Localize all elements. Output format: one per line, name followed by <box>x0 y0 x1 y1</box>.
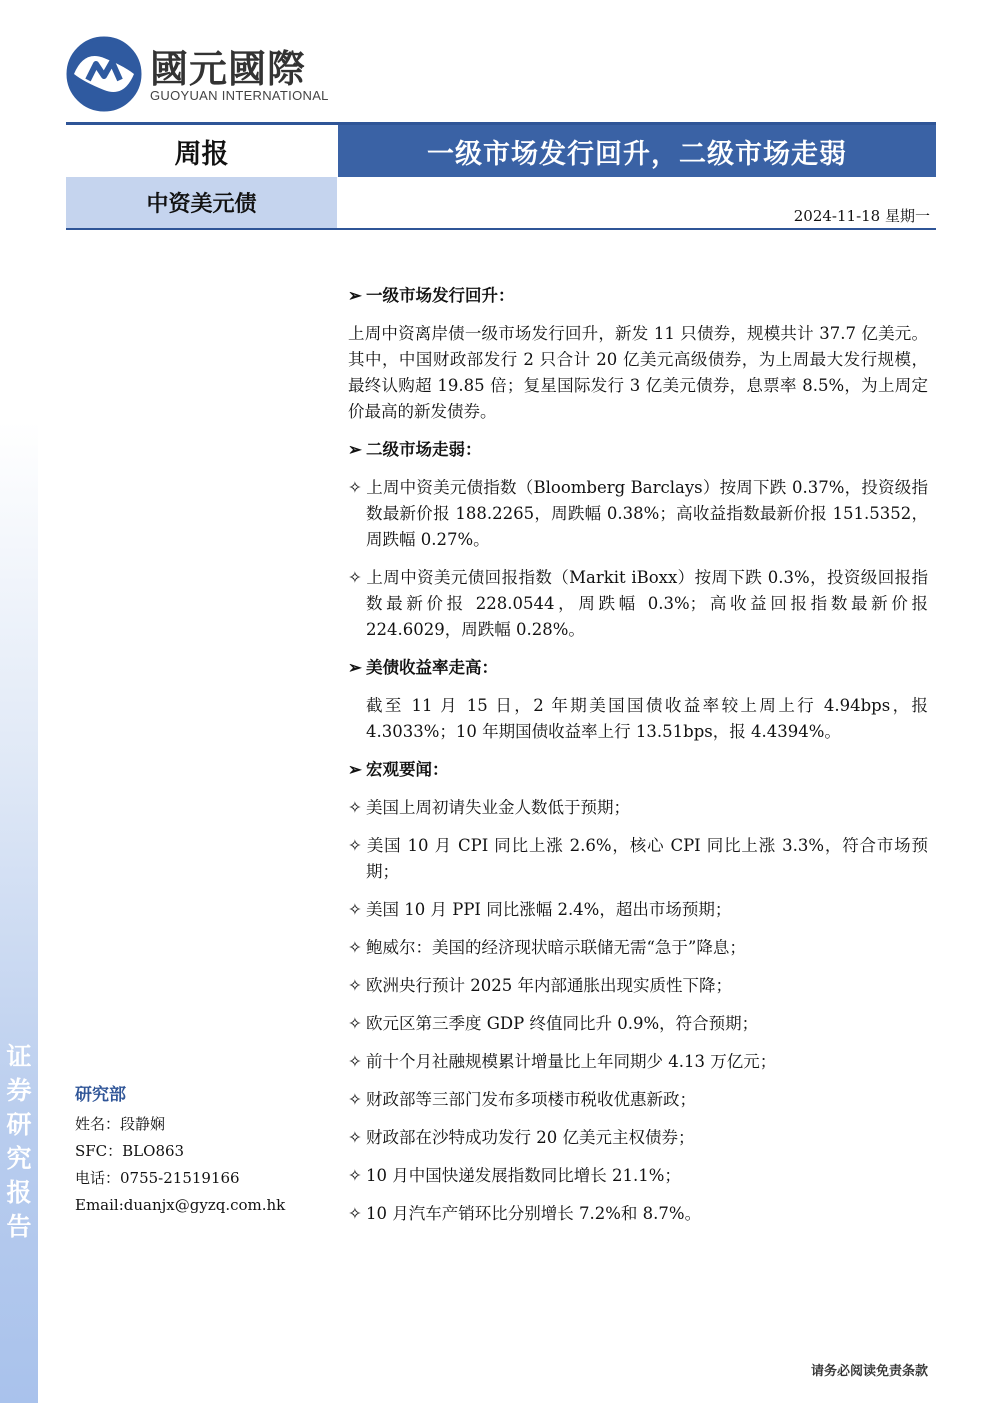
logo <box>66 36 346 112</box>
report-body <box>348 283 928 1239</box>
list-item: ✧ 美国 10 月 PPI 同比涨幅 2.4%，超出市场预期； <box>348 897 928 923</box>
four-point-star-icon: ✧ <box>348 836 362 855</box>
four-point-star-icon: ✧ <box>348 938 362 957</box>
arrow-head-icon: ➢ <box>348 760 362 779</box>
four-point-star-icon: ✧ <box>348 1090 362 1109</box>
section-heading: ➢ 美债收益率走高： <box>348 655 928 681</box>
side-char: 报 <box>6 1178 32 1207</box>
side-char: 证 <box>6 1042 32 1071</box>
four-point-star-icon: ✧ <box>348 478 362 497</box>
four-point-star-icon: ✧ <box>348 900 362 919</box>
list-item: ✧ 财政部等三部门发布多项楼市税收优惠新政； <box>348 1087 928 1113</box>
list-item: ✧ 欧元区第三季度 GDP 终值同比升 0.9%，符合预期； <box>348 1011 928 1037</box>
report-date: 2024-11-18 星期一 <box>793 207 930 225</box>
author-email[interactable]: Email:duanjx@gyzq.com.hk <box>75 1196 286 1214</box>
author-department: 研究部 <box>75 1085 126 1105</box>
side-char: 券 <box>6 1076 32 1105</box>
logo-text-cn: 國元國際 <box>150 47 307 91</box>
list-item: ✧ 美国 10 月 CPI 同比上涨 2.6%，核心 CPI 同比上涨 3.3%，符合市场预期； <box>348 833 928 885</box>
list-item: ✧ 美国上周初请失业金人数低于预期； <box>348 795 928 821</box>
four-point-star-icon: ✧ <box>348 1204 362 1223</box>
header-bottom-rule <box>66 228 936 230</box>
four-point-star-icon: ✧ <box>348 1166 362 1185</box>
report-type-label: 周报 <box>66 125 337 177</box>
disclaimer-link[interactable]: 请务必阅读免责条款 <box>810 1364 928 1379</box>
four-point-star-icon: ✧ <box>348 976 362 995</box>
author-phone: 电话：0755-21519166 <box>75 1169 240 1187</box>
author-sfc: SFC：BLO863 <box>75 1142 185 1160</box>
list-item: ✧ 财政部在沙特成功发行 20 亿美元主权债券； <box>348 1125 928 1151</box>
side-char: 研 <box>6 1110 32 1139</box>
four-point-star-icon: ✧ <box>348 1128 362 1147</box>
arrow-head-icon: ➢ <box>348 440 362 459</box>
list-item: ✧ 上周中资美元债指数（Bloomberg Barclays）按周下跌 0.37%，投资级指数最新价报 188.2265，周跌幅 0.38%；高收益指数最新价报 151.5352，周跌幅 0.27%。 <box>348 475 928 553</box>
list-item: ✧ 前十个月社融规模累计增量比上年同期少 4.13 万亿元； <box>348 1049 928 1075</box>
list-item: ✧ 10 月汽车产销环比分别增长 7.2%和 8.7%。 <box>348 1201 928 1227</box>
logo-mark-icon <box>66 36 142 112</box>
report-category: 中资美元债 <box>66 177 337 228</box>
four-point-star-icon: ✧ <box>348 1014 362 1033</box>
section-paragraph: 上周中资离岸债一级市场发行回升，新发 11 只债券，规模共计 37.7 亿美元。其中，中国财政部发行 2 只合计 20 亿美元高级债券，为上周最大发行规模，最终认购超 19.85 倍；复星国际发行 3 亿美元债券，息票率 8.5%，为上周定价最高的新发债券。 <box>348 324 928 421</box>
four-point-star-icon: ✧ <box>348 798 362 817</box>
section-heading: ➢ 一级市场发行回升： <box>348 283 928 309</box>
list-item: ✧ 欧洲央行预计 2025 年内部通胀出现实质性下降； <box>348 973 928 999</box>
arrow-head-icon: ➢ <box>348 658 362 677</box>
section-heading: ➢ 二级市场走弱： <box>348 437 928 463</box>
side-char: 告 <box>6 1212 32 1241</box>
four-point-star-icon: ✧ <box>348 1052 362 1071</box>
list-item: ✧ 10 月中国快递发展指数同比增长 21.1%； <box>348 1163 928 1189</box>
four-point-star-icon: ✧ <box>348 568 362 587</box>
list-item: ✧ 鲍威尔：美国的经济现状暗示联储无需“急于”降息； <box>348 935 928 961</box>
side-banner <box>2 1040 36 1244</box>
report-title: 一级市场发行回升，二级市场走弱 <box>338 125 936 177</box>
logo-text-en: GUOYUAN INTERNATIONAL <box>150 88 329 103</box>
section-heading: ➢ 宏观要闻： <box>348 757 928 783</box>
author-info <box>75 1082 285 1219</box>
side-char: 究 <box>6 1144 32 1173</box>
list-item: ✧ 上周中资美元债回报指数（Markit iBoxx）按周下跌 0.3%，投资级回报指数最新价报 228.0544，周跌幅 0.3%；高收益回报指数最新价报 224.6029，周跌幅 0.28%。 <box>348 565 928 643</box>
section-paragraph: 截至 11 月 15 日，2 年期美国国债收益率较上周上行 4.94bps，报 4.3033%；10 年期国债收益率上行 13.51bps，报 4.4394%。 <box>366 696 928 741</box>
arrow-head-icon: ➢ <box>348 286 362 305</box>
author-name: 姓名：段静娴 <box>75 1115 166 1133</box>
